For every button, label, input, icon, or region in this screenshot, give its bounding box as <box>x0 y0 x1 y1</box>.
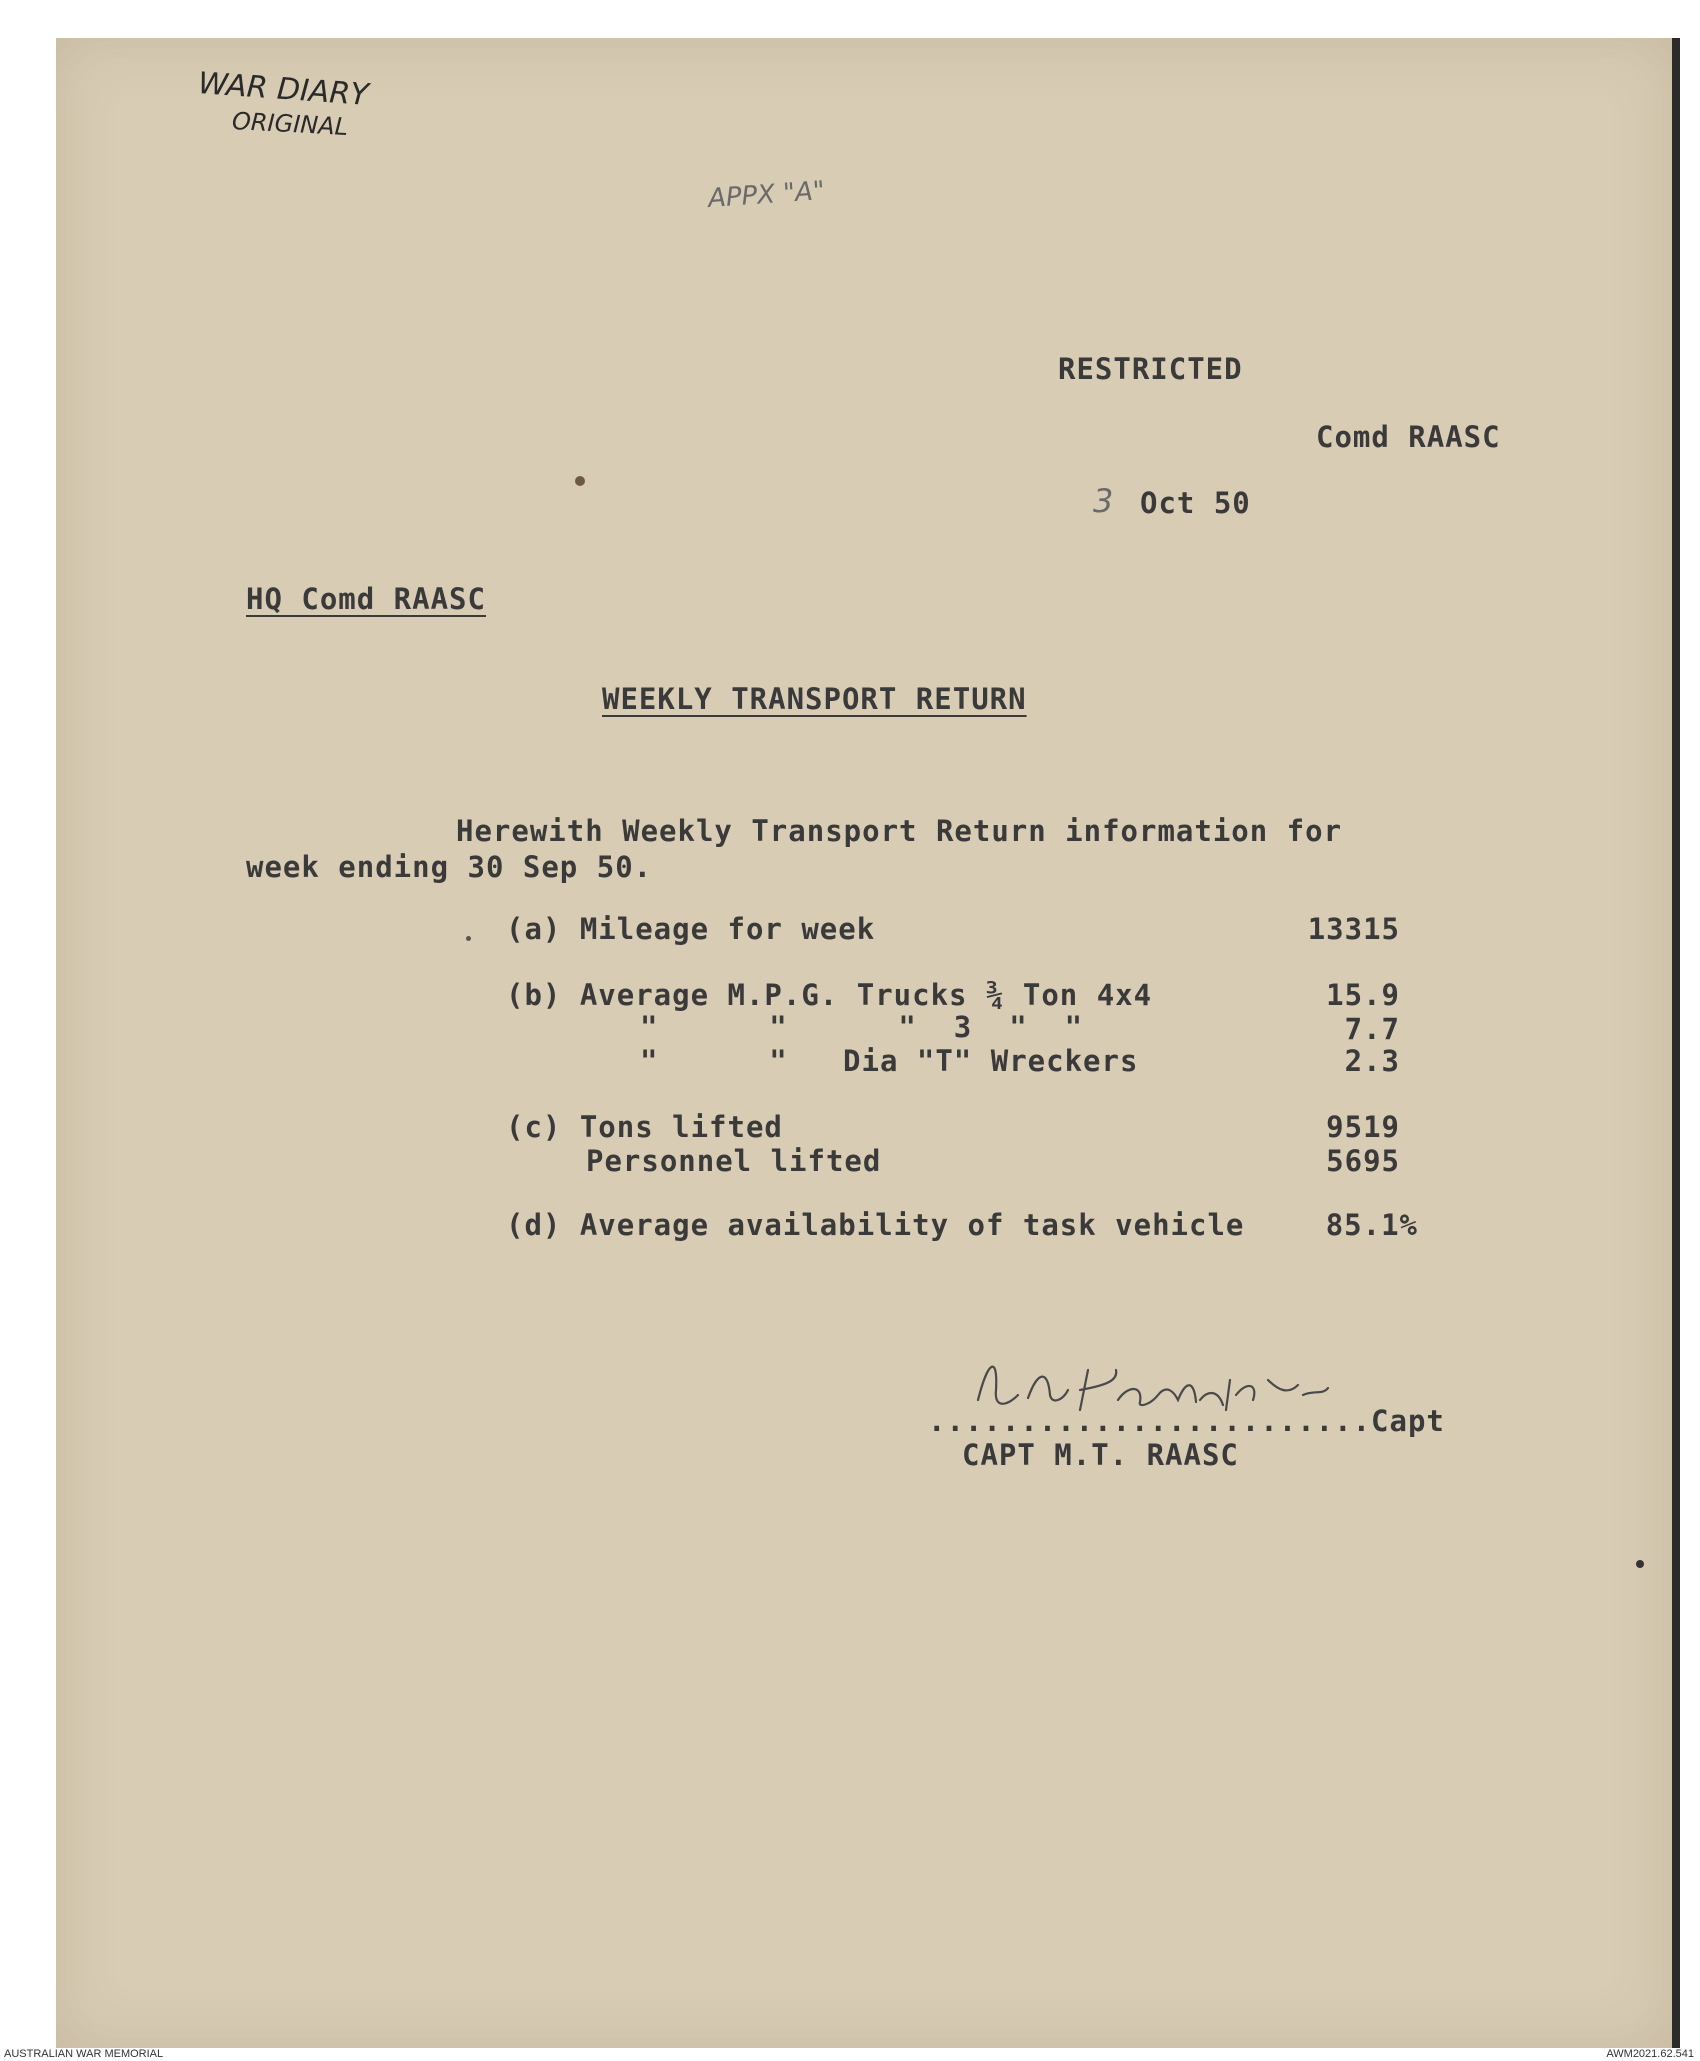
item-b2-value: 7.7 <box>1344 1012 1400 1046</box>
item-c2-label: Personnel lifted <box>586 1144 882 1178</box>
appendix-annotation: APPX "A" <box>707 175 826 215</box>
item-b3-label: " " Dia "T" Wreckers <box>640 1044 1139 1078</box>
item-d-value: 85.1% <box>1325 1208 1418 1242</box>
original-annotation: ORIGINAL <box>231 106 349 142</box>
item-d-label: (d) Average availability of task vehicle <box>506 1208 1245 1242</box>
item-a-label: (a) Mileage for week <box>506 912 876 946</box>
item-a-value: 13315 <box>1307 912 1400 946</box>
addressee: HQ Comd RAASC <box>246 582 486 616</box>
item-b2-label: " " " 3 " " <box>640 1010 1084 1044</box>
date-day-handwritten: 3 <box>1093 482 1114 520</box>
date-text: Oct 50 <box>1140 486 1251 520</box>
from-unit: Comd RAASC <box>1316 420 1501 454</box>
classification-label: RESTRICTED <box>1058 352 1243 386</box>
war-diary-annotation: WAR DIARY <box>196 66 370 113</box>
item-b1-value: 15.9 <box>1326 978 1400 1012</box>
item-b1-label: (b) Average M.P.G. Trucks ¾ Ton 4x4 <box>506 978 1153 1012</box>
paper-mark <box>466 936 471 941</box>
document-title: WEEKLY TRANSPORT RETURN <box>602 682 1027 716</box>
paper-mark <box>1636 1560 1644 1568</box>
paper-mark <box>575 476 585 486</box>
footer-left: AUSTRALIAN WAR MEMORIAL <box>4 2048 164 2060</box>
item-c2-value: 5695 <box>1326 1144 1400 1178</box>
scan-edge <box>1672 38 1680 2048</box>
intro-line-2: week ending 30 Sep 50. <box>246 850 653 884</box>
signatory-title: CAPT M.T. RAASC <box>962 1438 1239 1472</box>
intro-line-1: Herewith Weekly Transport Return information for <box>456 814 1343 848</box>
signature-dots-line: ........................Capt <box>928 1404 1445 1438</box>
item-b3-value: 2.3 <box>1344 1044 1400 1078</box>
item-c1-label: (c) Tons lifted <box>506 1110 783 1144</box>
footer-right: AWM2021.62.541 <box>1606 2048 1694 2060</box>
item-c1-value: 9519 <box>1326 1110 1400 1144</box>
